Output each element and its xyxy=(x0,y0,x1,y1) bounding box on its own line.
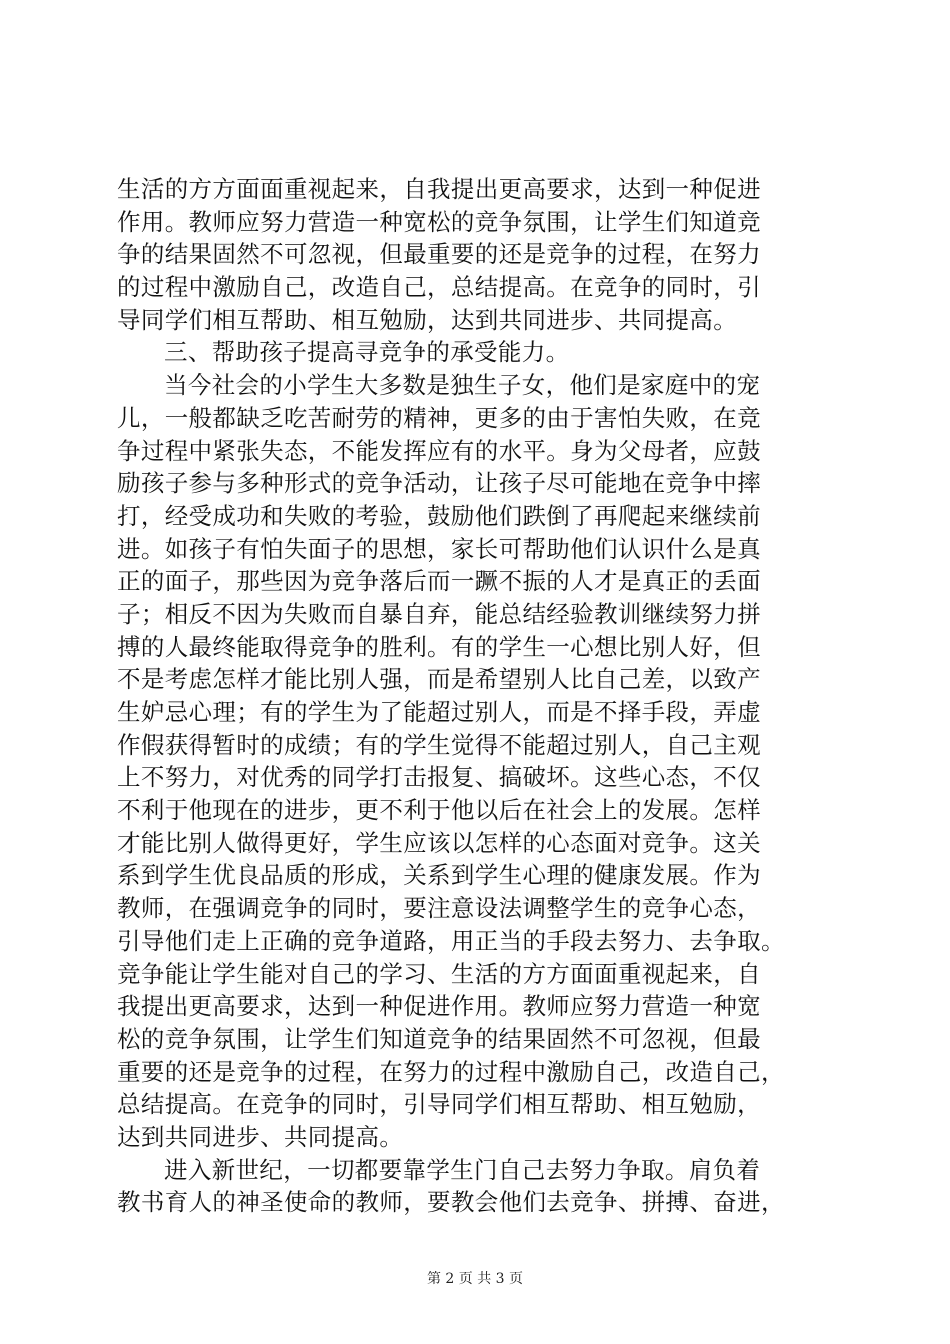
text-line: 打，经受成功和失败的考验，鼓励他们跌倒了再爬起来继续前 xyxy=(117,501,761,530)
text-line: 正的面子，那些因为竞争落后而一蹶不振的人才是真正的丢面 xyxy=(117,567,761,596)
text-line: 作用。教师应努力营造一种宽松的竞争氛围，让学生们知道竞 xyxy=(117,207,761,236)
text-line: 争过程中紧张失态，不能发挥应有的水平。身为父母者，应鼓 xyxy=(117,436,761,465)
text-line: 的过程中激励自己，改造自己，总结提高。在竞争的同时，引 xyxy=(117,273,761,302)
text-line: 系到学生优良品质的形成，关系到学生心理的健康发展。作为 xyxy=(117,861,761,890)
text-line: 导同学们相互帮助、相互勉励，达到共同进步、共同提高。 xyxy=(117,305,738,334)
text-line: 生妒忌心理；有的学生为了能超过别人，而是不择手段，弄虚 xyxy=(117,698,761,726)
text-line: 生活的方方面面重视起来，自我提出更高要求，达到一种促进 xyxy=(117,175,761,203)
text-line: 儿，一般都缺乏吃苦耐劳的精神，更多的由于害怕失败，在竞 xyxy=(117,403,761,432)
text-line: 重要的还是竞争的过程，在努力的过程中激励自己，改造自己， xyxy=(117,1057,785,1086)
section-heading: 三、帮助孩子提高寻竞争的承受能力。 xyxy=(164,338,570,367)
text-line: 达到共同进步、共同提高。 xyxy=(117,1122,404,1151)
text-line: 松的竞争氛围，让学生们知道竞争的结果固然不可忽视，但最 xyxy=(117,1024,761,1053)
text-line: 进。如孩子有怕失面子的思想，家长可帮助他们认识什么是真 xyxy=(117,534,761,563)
text-line: 不利于他现在的进步，更不利于他以后在社会上的发展。怎样 xyxy=(117,796,761,825)
text-line: 搏的人最终能取得竞争的胜利。有的学生一心想比别人好，但 xyxy=(117,632,761,661)
text-line: 当今社会的小学生大多数是独生子女，他们是家庭中的宠 xyxy=(164,371,761,400)
text-line: 引导他们走上正确的竞争道路，用正当的手段去努力、去争取。 xyxy=(117,926,785,955)
text-line: 作假获得暂时的成绩；有的学生觉得不能超过别人，自己主观 xyxy=(117,730,761,759)
page-number-footer: 第 2 页 共 3 页 xyxy=(426,1271,524,1287)
text-line: 竞争能让学生能对自己的学习、生活的方方面面重视起来，自 xyxy=(117,959,761,988)
text-line: 总结提高。在竞争的同时，引导同学们相互帮助、相互勉励， xyxy=(117,1090,761,1119)
text-line: 上不努力，对优秀的同学打击报复、搞破坏。这些心态，不仅 xyxy=(117,763,761,792)
body-text xyxy=(117,173,837,1219)
text-line: 争的结果固然不可忽视，但最重要的还是竞争的过程，在努力 xyxy=(117,240,761,269)
text-line: 进入新世纪，一切都要靠学生门自己去努力争取。肩负着 xyxy=(164,1155,761,1184)
text-line: 我提出更高要求，达到一种促进作用。教师应努力营造一种宽 xyxy=(117,992,761,1021)
text-line: 才能比别人做得更好，学生应该以怎样的心态面对竞争。这关 xyxy=(117,828,761,857)
text-line: 教书育人的神圣使命的教师，要教会他们去竞争、拼搏、奋进， xyxy=(117,1188,785,1217)
text-line: 子；相反不因为失败而自暴自弃，能总结经验教训继续努力拼 xyxy=(117,599,761,628)
text-line: 教师，在强调竞争的同时，要注意设法调整学生的竞争心态， xyxy=(117,894,761,923)
text-line: 不是考虑怎样才能比别人强，而是希望别人比自己差，以致产 xyxy=(117,665,761,694)
text-line: 励孩子参与多种形式的竞争活动，让孩子尽可能地在竞争中摔 xyxy=(117,469,761,498)
